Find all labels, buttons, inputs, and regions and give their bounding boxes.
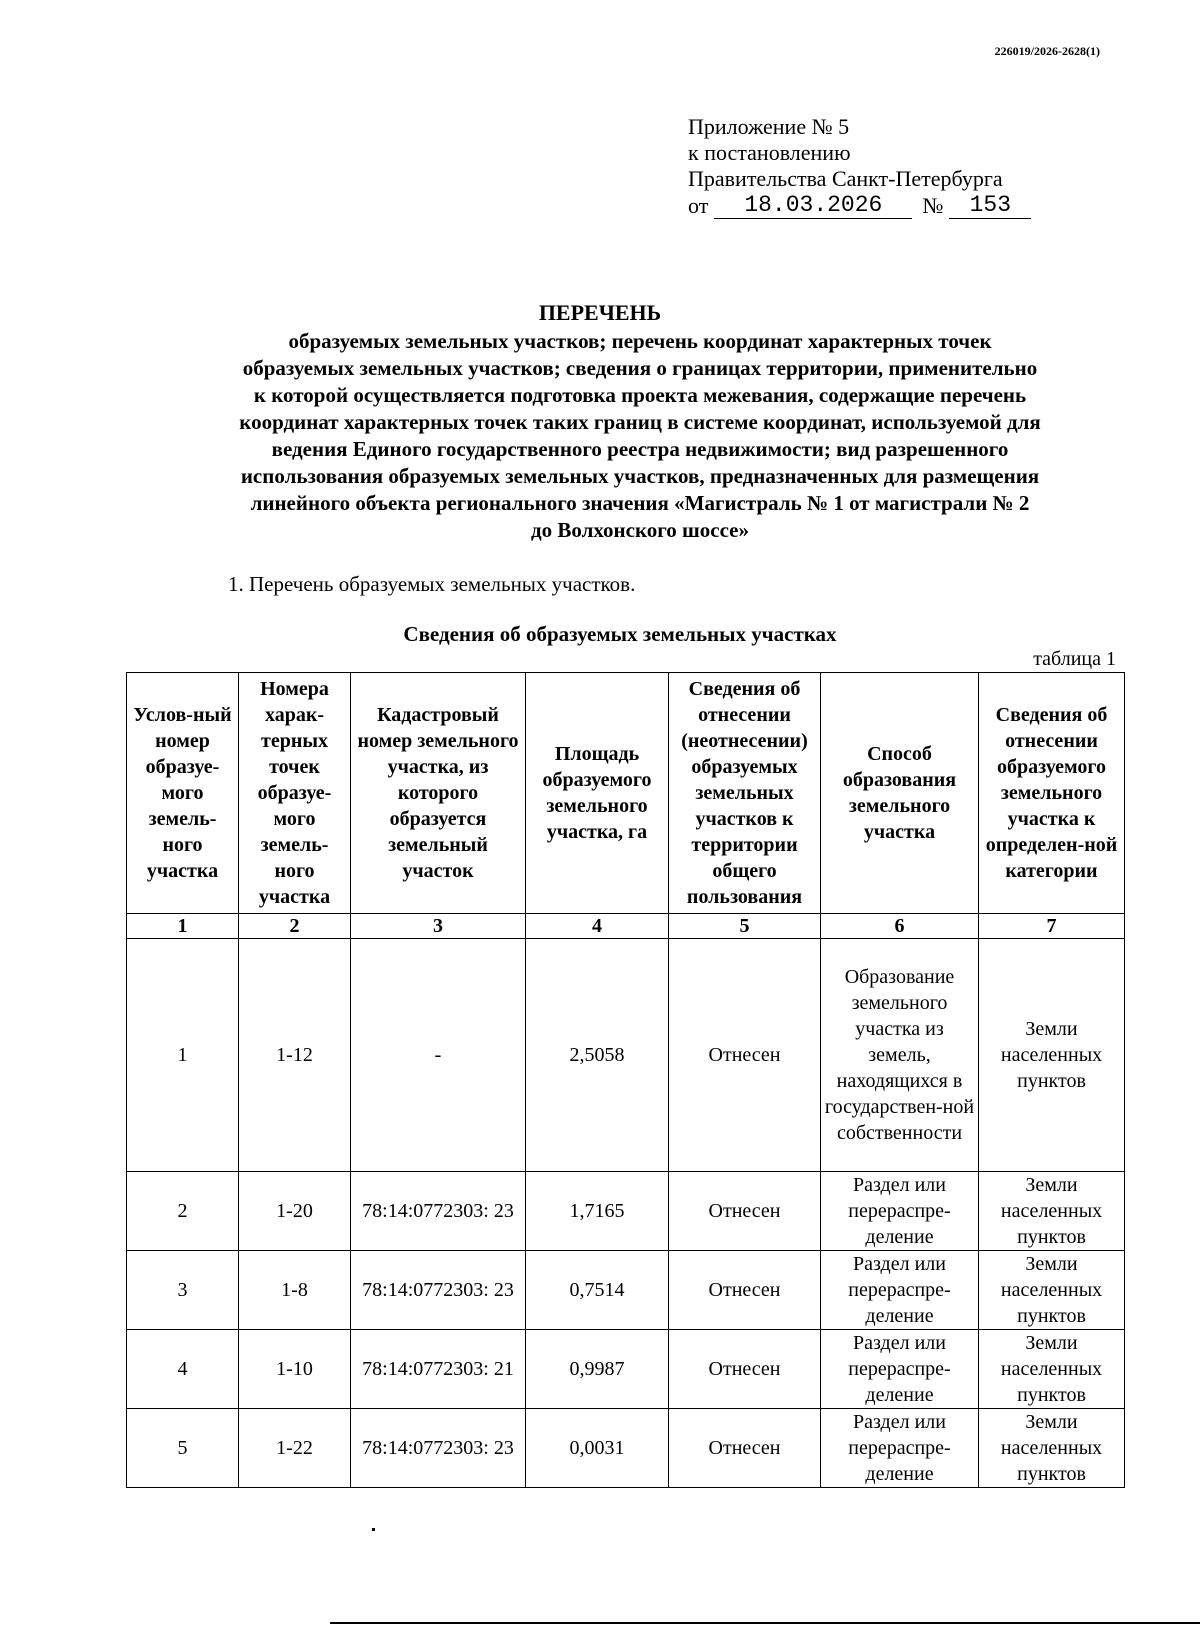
table-cell: Раздел или перераспре-деление xyxy=(821,1330,979,1409)
table-cell: Раздел или перераспре-деление xyxy=(821,1251,979,1330)
column-number: 6 xyxy=(821,914,979,939)
document-id: 226019/2026-2628(1) xyxy=(994,44,1100,58)
table-cell: 78:14:0772303: 21 xyxy=(351,1330,526,1409)
table-cell: Земли населенных пунктов xyxy=(979,1251,1125,1330)
column-number-row xyxy=(127,914,1125,939)
table-row xyxy=(127,1172,1125,1251)
table-cell: Отнесен xyxy=(669,939,821,1172)
header-cell: Услов-ный номер образуе-мого земель-ного участка xyxy=(127,673,239,914)
header-cell: Площадь образуемого земельного участка, га xyxy=(526,673,669,914)
appendix-block xyxy=(688,114,1031,219)
header-cell: Сведения об отнесении образуемого земельного участка к определен-ной категории xyxy=(979,673,1125,914)
table-cell: 78:14:0772303: 23 xyxy=(351,1409,526,1488)
table-cell: 3 xyxy=(127,1251,239,1330)
page-title: ПЕРЕЧЕНЬ xyxy=(538,300,662,325)
subtitle-line: линейного объекта регионального значения «Магистраль № 1 от магистрали № 2 xyxy=(250,491,1030,515)
table-cell: 5 xyxy=(127,1409,239,1488)
subtitle xyxy=(160,328,1120,544)
from-label: от xyxy=(688,193,709,218)
table-cell: 1-20 xyxy=(239,1172,351,1251)
column-number: 1 xyxy=(127,914,239,939)
scan-speck xyxy=(372,1528,375,1531)
table-cell: Земли населенных пунктов xyxy=(979,1172,1125,1251)
subtitle-line: использования образуемых земельных участков, предназначенных для размещения xyxy=(240,464,1040,488)
section-heading: 1. Перечень образуемых земельных участков. xyxy=(228,572,636,596)
header-cell: Сведения об отнесении (неотнесении) образуемых земельных участков к территории общего пользования xyxy=(669,673,821,914)
table-cell: 2 xyxy=(127,1172,239,1251)
subtitle-line: до Волхонского шоссе» xyxy=(530,518,750,542)
header-cell: Кадастровый номер земельного участка, из которого образуется земельный участок xyxy=(351,673,526,914)
table-cell: 1,7165 xyxy=(526,1172,669,1251)
appendix-line-3: Правительства Санкт-Петербурга xyxy=(688,166,1003,191)
column-number: 3 xyxy=(351,914,526,939)
table-row xyxy=(127,1251,1125,1330)
column-number: 4 xyxy=(526,914,669,939)
table-cell: 0,9987 xyxy=(526,1330,669,1409)
table-row xyxy=(127,1330,1125,1409)
subtitle-line: координат характерных точек таких границ в системе координат, используемой для xyxy=(239,410,1041,434)
appendix-line-1: Приложение № 5 xyxy=(688,114,850,139)
table-cell: 1-22 xyxy=(239,1409,351,1488)
header-cell: Способ образования земельного участка xyxy=(821,673,979,914)
number-label: № xyxy=(922,193,944,218)
column-number: 5 xyxy=(669,914,821,939)
table-cell: 1-12 xyxy=(239,939,351,1172)
table-cell: 1-8 xyxy=(239,1251,351,1330)
subtitle-line: ведения Единого государственного реестра недвижимости; вид разрешенного xyxy=(271,437,1009,461)
table-cell: 1-10 xyxy=(239,1330,351,1409)
table-cell: 2,5058 xyxy=(526,939,669,1172)
table-cell: Образование земельного участка из земель, находящихся в государствен-ной собственности xyxy=(821,939,979,1172)
column-number: 2 xyxy=(239,914,351,939)
table-cell: Отнесен xyxy=(669,1172,821,1251)
header-cell: Номера харак-терных точек образуе-мого земель-ного участка xyxy=(239,673,351,914)
column-number: 7 xyxy=(979,914,1125,939)
subtitle-line: образуемых земельных участков; сведения о границах территории, применительно xyxy=(242,356,1038,380)
subtitle-line: образуемых земельных участков; перечень координат характерных точек xyxy=(288,329,992,353)
decree-number: 153 xyxy=(949,192,1031,219)
table-row xyxy=(127,1409,1125,1488)
decree-date: 18.03.2026 xyxy=(714,192,912,219)
table-cell: Земли населенных пунктов xyxy=(979,1409,1125,1488)
table-title: Сведения об образуемых земельных участках xyxy=(403,622,837,646)
table-cell: - xyxy=(351,939,526,1172)
table-cell: Раздел или перераспре-деление xyxy=(821,1172,979,1251)
table-cell: 78:14:0772303: 23 xyxy=(351,1172,526,1251)
table-note: таблица 1 xyxy=(1033,648,1116,670)
page-bottom-rule xyxy=(330,1622,1200,1624)
appendix-line-2: к постановлению xyxy=(688,140,851,165)
table-cell: 4 xyxy=(127,1330,239,1409)
table-row xyxy=(127,939,1125,1172)
appendix-date-line xyxy=(688,192,1031,219)
table-cell: Отнесен xyxy=(669,1251,821,1330)
table-cell: Отнесен xyxy=(669,1409,821,1488)
table-cell: 1 xyxy=(127,939,239,1172)
table-cell: Земли населенных пунктов xyxy=(979,939,1125,1172)
table-cell: Отнесен xyxy=(669,1330,821,1409)
table-cell: 0,7514 xyxy=(526,1251,669,1330)
land-plots-table xyxy=(126,672,1125,1488)
table-cell: Земли населенных пунктов xyxy=(979,1330,1125,1409)
table-header-row xyxy=(127,673,1125,914)
table-cell: Раздел или перераспре-деление xyxy=(821,1409,979,1488)
table-cell: 78:14:0772303: 23 xyxy=(351,1251,526,1330)
table-cell: 0,0031 xyxy=(526,1409,669,1488)
subtitle-line: к которой осуществляется подготовка проекта межевания, содержащие перечень xyxy=(253,383,1027,407)
